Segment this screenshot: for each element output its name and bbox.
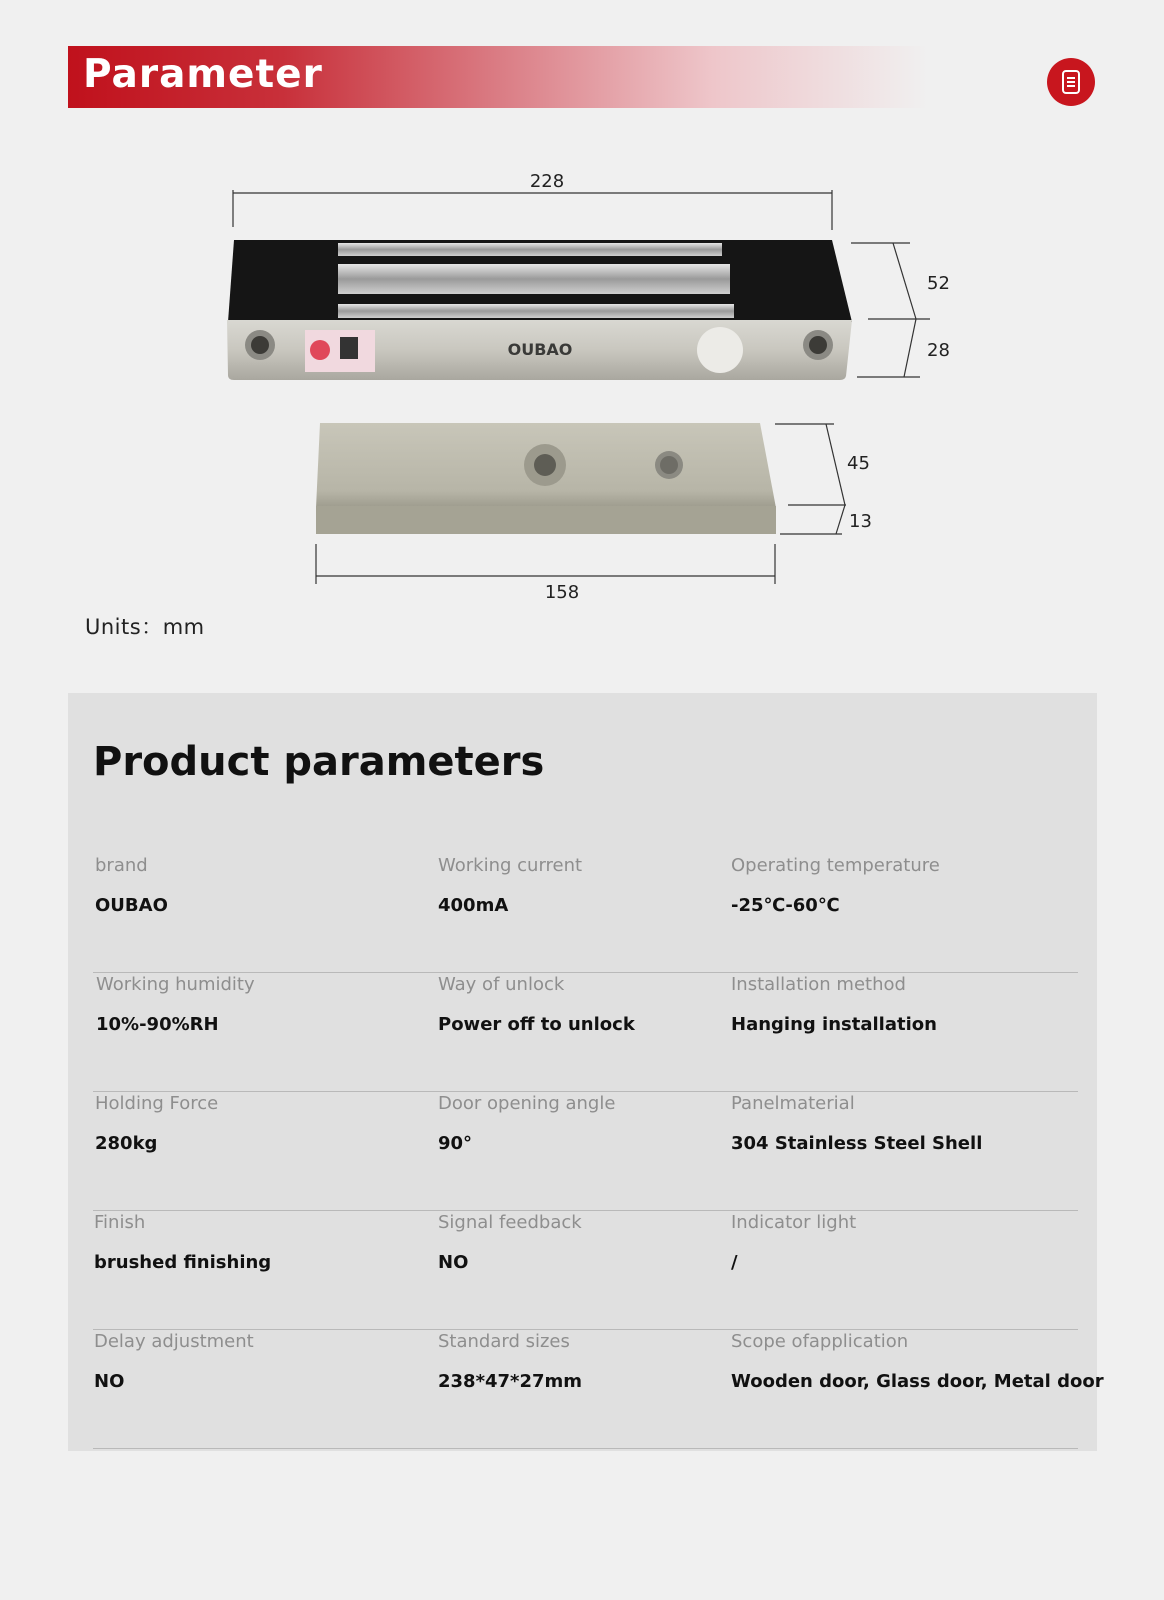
param-value: brushed finishing [94, 1252, 272, 1273]
body-length-label: 228 [529, 171, 565, 192]
param-label: Delay adjustment [94, 1331, 254, 1352]
param-row [93, 1093, 1078, 1211]
param-row [93, 974, 1078, 1092]
param-value: OUBAO [95, 895, 168, 916]
param-row [93, 1212, 1078, 1330]
param-label: Working current [438, 855, 583, 876]
param-value: 238*47*27mm [438, 1371, 583, 1392]
param-value: Power off to unlock [438, 1014, 635, 1035]
param-value: -25℃-60℃ [731, 895, 840, 916]
body-side-dimensions [851, 243, 950, 377]
param-row [93, 855, 1078, 973]
param-value: / [731, 1252, 738, 1273]
body-height-label: 28 [927, 340, 950, 361]
dimension-diagram [0, 0, 1164, 660]
plate-width-label: 45 [847, 453, 870, 474]
body-width-label: 52 [927, 273, 950, 294]
plate-length-label: 158 [544, 582, 580, 603]
param-value: 400mA [438, 895, 509, 916]
lock-body-image [227, 240, 852, 380]
param-label: Way of unlock [438, 974, 565, 995]
param-label: Installation method [731, 974, 906, 995]
param-value: 10%-90%RH [96, 1014, 219, 1035]
param-label: Indicator light [731, 1212, 857, 1233]
param-label: Panelmaterial [731, 1093, 855, 1114]
product-parameters-panel [68, 693, 1104, 1451]
param-label: Scope ofapplication [731, 1331, 909, 1352]
section-title: Parameter [83, 52, 323, 97]
param-row [93, 1331, 1104, 1449]
param-value: NO [94, 1371, 125, 1392]
param-value: 304 Stainless Steel Shell [731, 1133, 983, 1154]
param-value: Wooden door, Glass door, Metal door [731, 1371, 1104, 1392]
plate-length-dimension [316, 544, 775, 603]
param-label: Signal feedback [438, 1212, 582, 1233]
param-label: Holding Force [95, 1093, 219, 1114]
param-value: 90° [438, 1133, 473, 1154]
armature-plate-image [316, 423, 776, 534]
param-label: Finish [94, 1212, 146, 1233]
units-note: Units：mm [85, 615, 205, 639]
param-value: Hanging installation [731, 1014, 937, 1035]
param-label: Door opening angle [438, 1093, 616, 1114]
param-label: Working humidity [96, 974, 255, 995]
param-value: NO [438, 1252, 469, 1273]
parameters-title: Product parameters [93, 739, 545, 785]
plate-thickness-label: 13 [849, 511, 872, 532]
oubao-logo: OUBAO [507, 340, 573, 359]
param-label: brand [95, 855, 148, 876]
param-label: Operating temperature [731, 855, 940, 876]
body-length-dimension [233, 171, 832, 230]
plate-side-dimensions [775, 424, 872, 534]
param-value: 280kg [95, 1133, 158, 1154]
param-label: Standard sizes [438, 1331, 570, 1352]
